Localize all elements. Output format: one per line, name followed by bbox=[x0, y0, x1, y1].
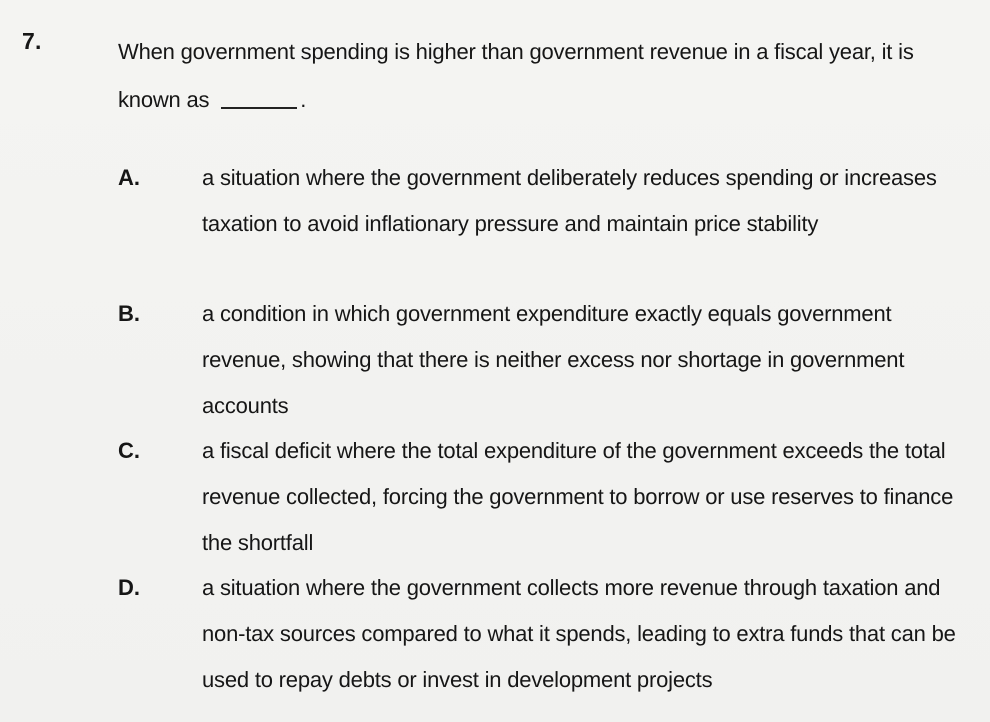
answer-option-c bbox=[118, 428, 968, 566]
option-letter: A. bbox=[118, 165, 140, 190]
question-stem-period: . bbox=[300, 87, 307, 112]
option-text: a situation where the government deliberately reduces spending or increases taxation to avoid inflationary pressure and maintain price stability bbox=[202, 165, 937, 236]
option-text: a situation where the government collects more revenue through taxation and non-tax sources compared to what it spends, leading to extra funds that can be used to repay debts or invest in development projects bbox=[202, 575, 956, 692]
question-stem-text: When government spending is higher than government revenue in a fiscal year, it is known as bbox=[118, 39, 914, 112]
answer-option-b bbox=[118, 291, 968, 429]
question-stem bbox=[118, 28, 958, 124]
option-text: a fiscal deficit where the total expenditure of the government exceeds the total revenue collected, forcing the government to borrow or use reserves to finance the shortfall bbox=[202, 438, 954, 555]
option-text: a condition in which government expenditure exactly equals government revenue, showing that there is neither excess nor shortage in government accounts bbox=[202, 301, 905, 418]
option-letter: C. bbox=[118, 438, 140, 463]
answer-blank-line bbox=[221, 106, 297, 109]
option-letter: B. bbox=[118, 301, 140, 326]
option-letter: D. bbox=[118, 575, 140, 600]
answer-option-d bbox=[118, 565, 968, 703]
answer-option-a bbox=[118, 155, 968, 247]
question-number: 7. bbox=[22, 28, 42, 54]
